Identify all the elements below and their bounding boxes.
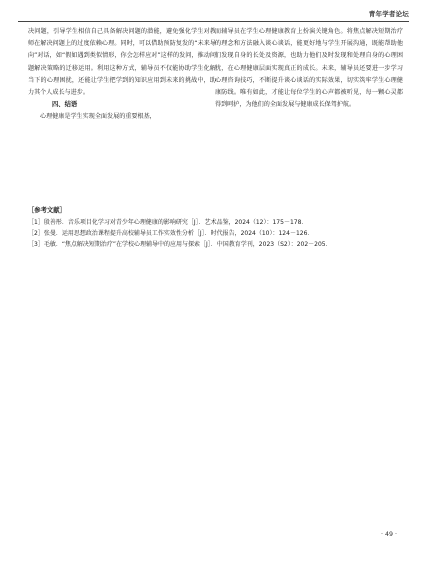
reference-item-2: ［2］张曼．运用思想政治课程提升高校辅导员工作实效性分析［J］．时代报告，2024（10）：124－126．	[28, 229, 314, 237]
reference-item-1: ［1］殷善彤．音乐项目化学习对青少年心理健康的影响研究［J］．艺术品鉴，2024（12）：175－178．	[28, 219, 308, 226]
conclusion-paragraph-start: 心理健康是学生实现全面发展的重要根基，	[40, 113, 156, 121]
reference-item-3: ［3］毛敏．“焦点解决短期治疗”在学校心理辅导中的应用与探索［J］．中国教育学刊，2023（S2）：202－205．	[28, 240, 332, 248]
conclusion-paragraph-continued: 而辅导员在学生心理健康教育上扮演关键角色。将焦点解决短期治疗的理念和方法融入谈心谈话，能更好地与学生开展沟通，既能帮助他们发现自身的长处及资源，也助力他们及时发现和处理自身的心理困扰，在心理健康层面实现真正的成长。未来，辅导员还要进一步学习心理咨询技巧，不断提升谈心谈话的实际效果，切实筑牢学生心理健康防线。唯有如此，才能让每位学生的心声都被听见，每一颗心灵都得到呵护，为他们的全面发展与健康成长保驾护航。	[215, 28, 403, 109]
left-paragraph-continued: 决问题，引导学生相信自己具备解决问题的潜能，避免强化学生对教师在解决问题上的过度依赖心理。同时，可以借助预防复发的“未来导向”对话，如“假如遇到类似情形，你会怎样应对”这样的发问，推动问题解决策略的迁移运用。利用这种方式，辅导员不仅能协助学生化解当下的心理困扰，还能让学生把学到的知识应用到未来的挑战中，助力其个人成长与进步。	[28, 28, 216, 97]
references-title: ［参考文献］	[28, 207, 66, 214]
references-section	[28, 205, 408, 250]
header-divider	[18, 21, 409, 22]
left-column	[28, 26, 216, 124]
page-number: · 49 ·	[380, 531, 397, 538]
journal-section-title: 青年学者论坛	[368, 10, 409, 18]
section-heading-conclusion: 四、结语	[52, 101, 78, 109]
right-column	[215, 26, 403, 111]
